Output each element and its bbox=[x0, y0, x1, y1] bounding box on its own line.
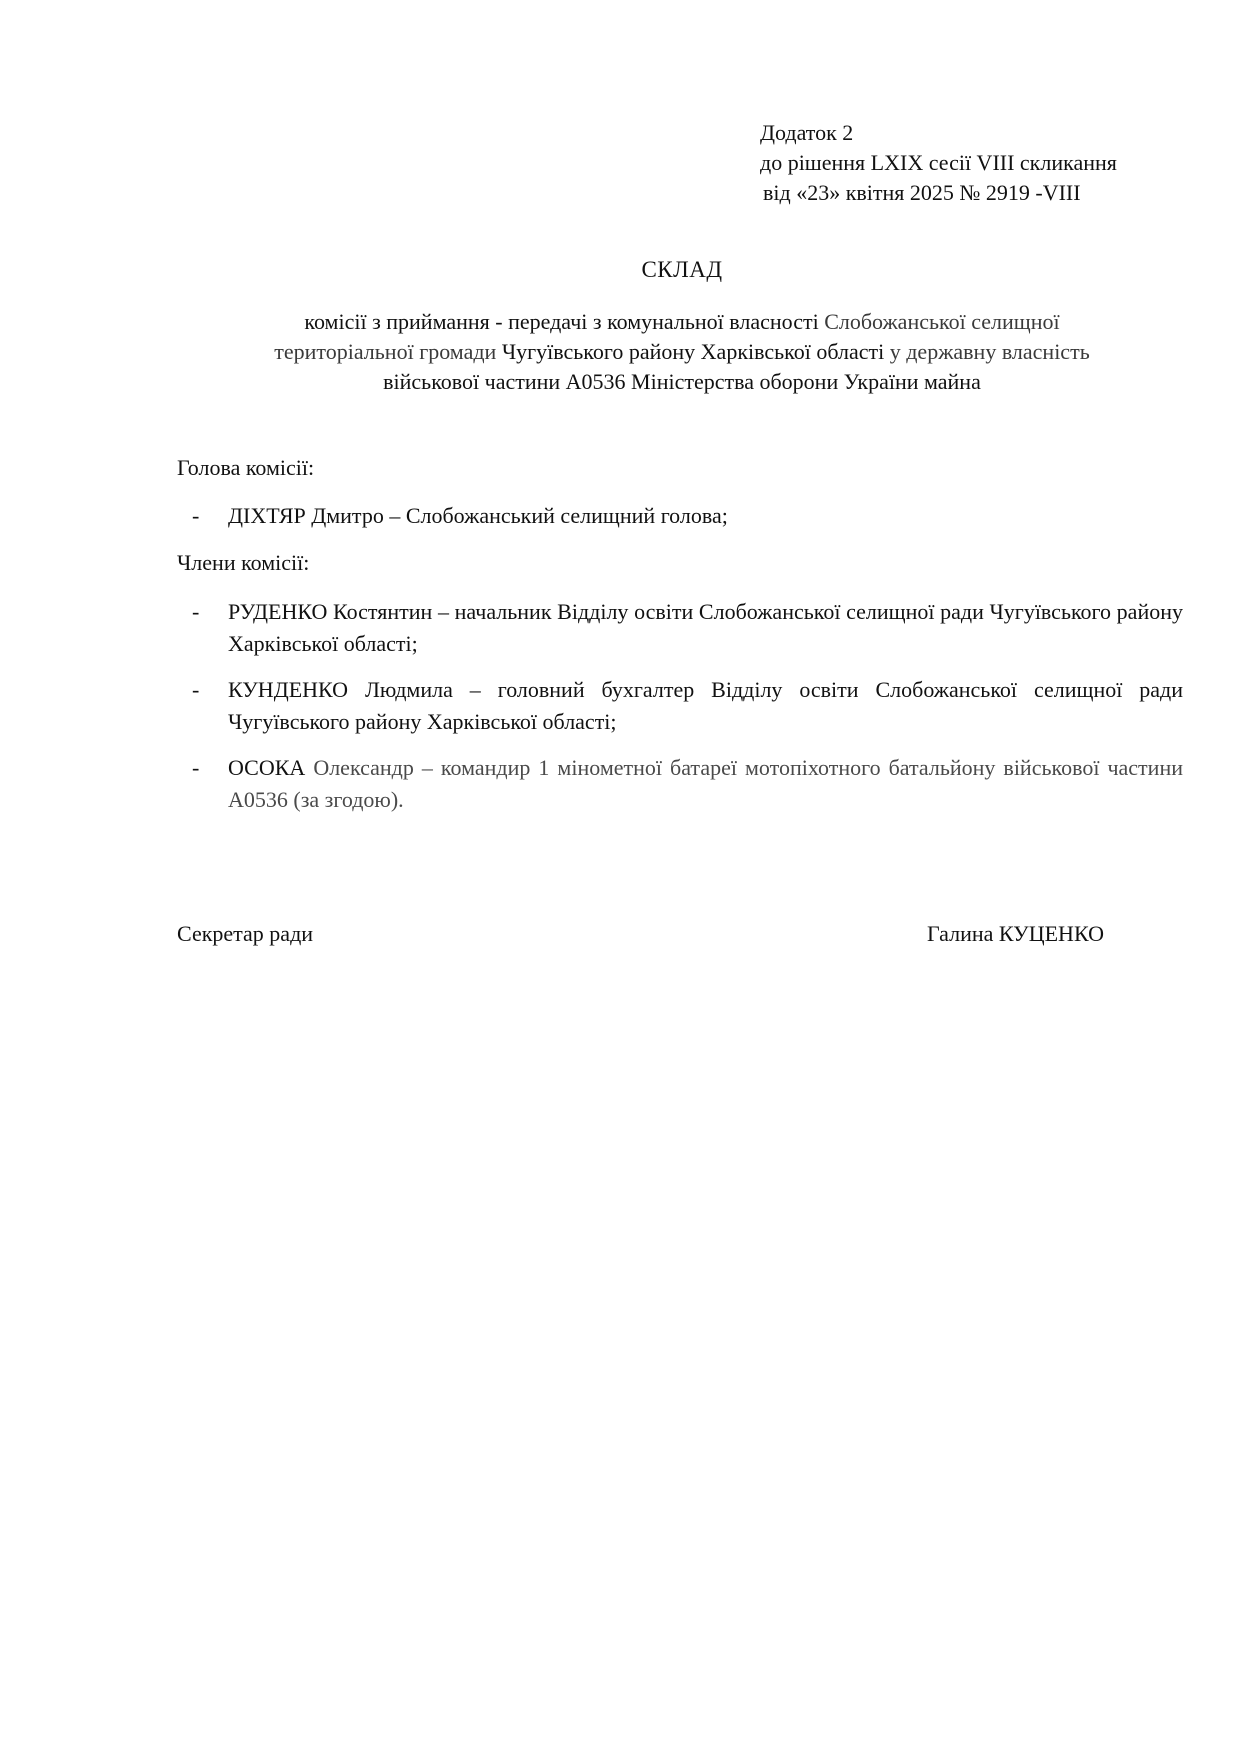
subtitle-line-2-b: Чугуївського району Харківської області bbox=[501, 339, 885, 364]
member-surname: ОСОКА bbox=[228, 755, 306, 780]
member-item-text bbox=[228, 752, 1183, 816]
subtitle-line-1 bbox=[180, 307, 1184, 337]
member-item-text: КУНДЕНКО Людмила – головний бухгалтер Відділу освіти Слобожанської селищної ради Чугуївського району Харківської області; bbox=[228, 677, 1183, 734]
subtitle-line-1-b: Слобожанської селищної bbox=[818, 309, 1060, 334]
members-heading: Члени комісії: bbox=[177, 550, 310, 575]
document-subtitle bbox=[180, 307, 1184, 397]
annex-block bbox=[760, 118, 1117, 208]
chair-item-text: ДІХТЯР Дмитро – Слобожанський селищний голова; bbox=[228, 503, 728, 528]
chair-heading: Голова комісії: bbox=[177, 455, 315, 480]
member-item bbox=[177, 674, 1183, 738]
annex-number: Додаток 2 bbox=[760, 120, 854, 145]
subtitle-line-2-a: територіальної громади bbox=[274, 339, 502, 364]
list-dash: - bbox=[192, 677, 200, 702]
member-item bbox=[177, 752, 1183, 816]
document-title: СКЛАД bbox=[641, 257, 723, 282]
annex-date: від «23» квітня 2025 № 2919 -VIII bbox=[763, 180, 1081, 205]
list-dash: - bbox=[192, 503, 200, 528]
signature-name: Галина КУЦЕНКО bbox=[927, 921, 1104, 946]
signature-position: Секретар ради bbox=[177, 921, 314, 946]
member-item bbox=[177, 596, 1183, 660]
member-item-text: РУДЕНКО Костянтин – начальник Відділу освіти Слобожанської селищної ради Чугуївського району Харківської області; bbox=[228, 599, 1183, 656]
list-dash: - bbox=[192, 755, 200, 780]
subtitle-line-1-a: комісії з приймання - передачі з комунальної власності bbox=[304, 309, 819, 334]
subtitle-line-3: військової частини А0536 Міністерства оборони України майна bbox=[383, 369, 981, 394]
annex-decision: до рішення LXIX сесії VIII скликання bbox=[760, 150, 1117, 175]
chair-item bbox=[177, 500, 1183, 532]
subtitle-line-2-c: у державну власність bbox=[884, 339, 1090, 364]
member-rest: Олександр – командир 1 мінометної батареї мотопіхотного батальйону військової частини А0536 (за згодою). bbox=[228, 755, 1183, 812]
list-dash: - bbox=[192, 599, 200, 624]
subtitle-line-2 bbox=[180, 337, 1184, 367]
